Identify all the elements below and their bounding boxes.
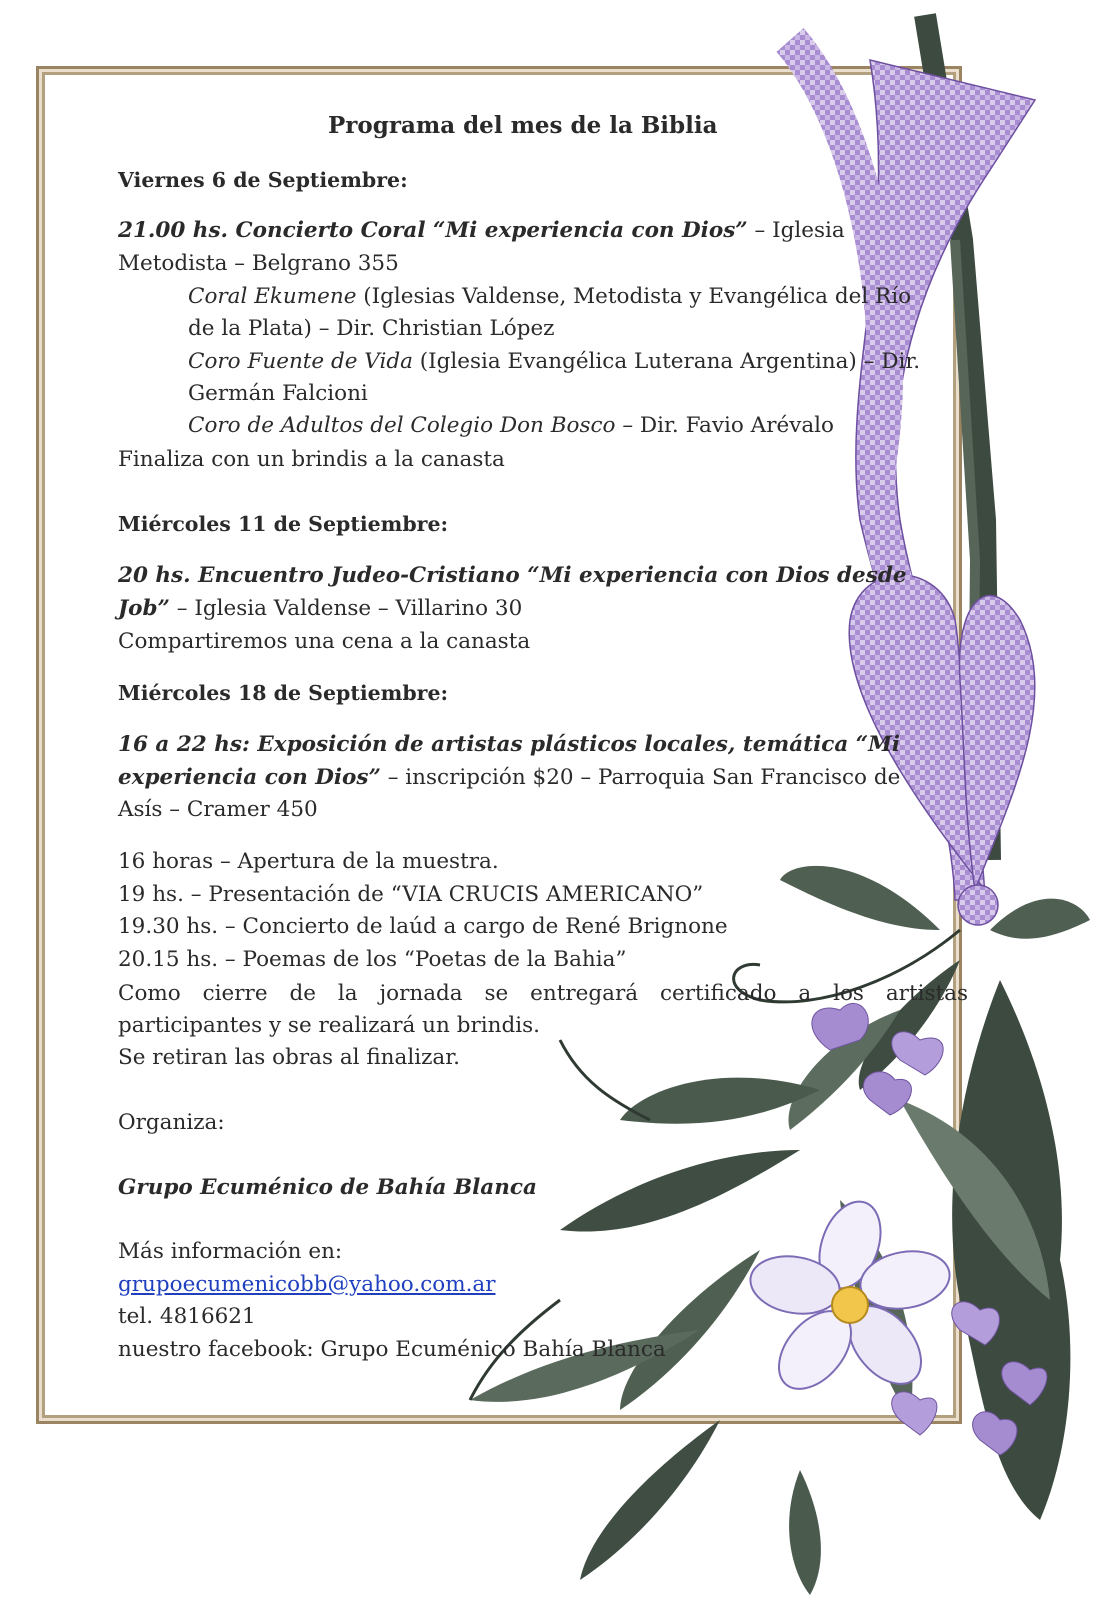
day2-heading: Miércoles 11 de Septiembre: <box>118 512 449 536</box>
choir3-details: – Dir. Favio Arévalo <box>615 413 834 438</box>
page-title: Programa del mes de la Biblia <box>328 112 718 139</box>
day1-event-address: Metodista – Belgrano 355 <box>118 251 399 276</box>
organizer-label: Organiza: <box>118 1110 225 1135</box>
schedule-item: 16 horas – Apertura de la muestra. <box>118 849 499 874</box>
choir1-name: Coral Ekumene <box>188 284 357 309</box>
day1-heading: Viernes 6 de Septiembre: <box>118 168 408 192</box>
choir3-line <box>188 413 834 439</box>
schedule-item: 19 hs. – Presentación de “VIA CRUCIS AMERICANO” <box>118 882 704 907</box>
day3-heading: Miércoles 18 de Septiembre: <box>118 681 449 705</box>
day3-event-address: Asís – Cramer 450 <box>118 797 318 822</box>
day2-event-line <box>118 596 522 622</box>
day2-event-place: – Iglesia Valdense – Villarino 30 <box>169 596 523 621</box>
day3-event-title: 16 a 22 hs: Exposición de artistas plásticos locales, temática “Mi <box>118 732 901 757</box>
choir2-name: Coro Fuente de Vida <box>188 349 413 374</box>
day1-event-place: – Iglesia <box>747 218 845 243</box>
choir2-director: Germán Falcioni <box>188 381 368 406</box>
day3-closing-cont: participantes y se realizará un brindis. <box>118 1013 540 1038</box>
schedule-item: 20.15 hs. – Poemas de los “Poetas de la Bahia” <box>118 947 627 972</box>
day1-event-title: 21.00 hs. Concierto Coral “Mi experiencia con Dios” <box>118 218 748 243</box>
day1-closing: Finaliza con un brindis a la canasta <box>118 447 505 472</box>
day3-event-line <box>118 765 900 791</box>
contact-phone: tel. 4816621 <box>118 1304 256 1329</box>
contact-email-link[interactable]: grupoecumenicobb@yahoo.com.ar <box>118 1272 496 1297</box>
day3-closing: Como cierre de la jornada se entregará certificado a los artistas <box>118 981 968 1006</box>
day3-note: Se retiran las obras al finalizar. <box>118 1045 460 1070</box>
day2-event-title: 20 hs. Encuentro Judeo-Cristiano “Mi experiencia con Dios desde <box>118 563 907 588</box>
choir3-name: Coro de Adultos del Colegio Don Bosco <box>188 413 616 438</box>
organizer-name: Grupo Ecuménico de Bahía Blanca <box>118 1175 537 1200</box>
choir1-line <box>188 284 911 310</box>
contact-facebook: nuestro facebook: Grupo Ecuménico Bahía Blanca <box>118 1337 666 1362</box>
choir1-director: de la Plata) – Dir. Christian López <box>188 316 555 341</box>
day3-event-title-end: experiencia con Dios” <box>118 765 381 790</box>
schedule-item: 19.30 hs. – Concierto de laúd a cargo de René Brignone <box>118 914 728 939</box>
choir1-details: (Iglesias Valdense, Metodista y Evangélica del Río <box>356 284 912 309</box>
choir2-details: (Iglesia Evangélica Luterana Argentina) – Dir. <box>412 349 921 374</box>
choir2-line <box>188 349 920 375</box>
contact-label: Más información en: <box>118 1239 343 1264</box>
day3-event-place: – inscripción $20 – Parroquia San Francisco de <box>380 765 901 790</box>
day2-closing: Compartiremos una cena a la canasta <box>118 629 531 654</box>
day1-event-line <box>118 218 845 244</box>
day2-event-title-end: Job” <box>118 596 170 621</box>
